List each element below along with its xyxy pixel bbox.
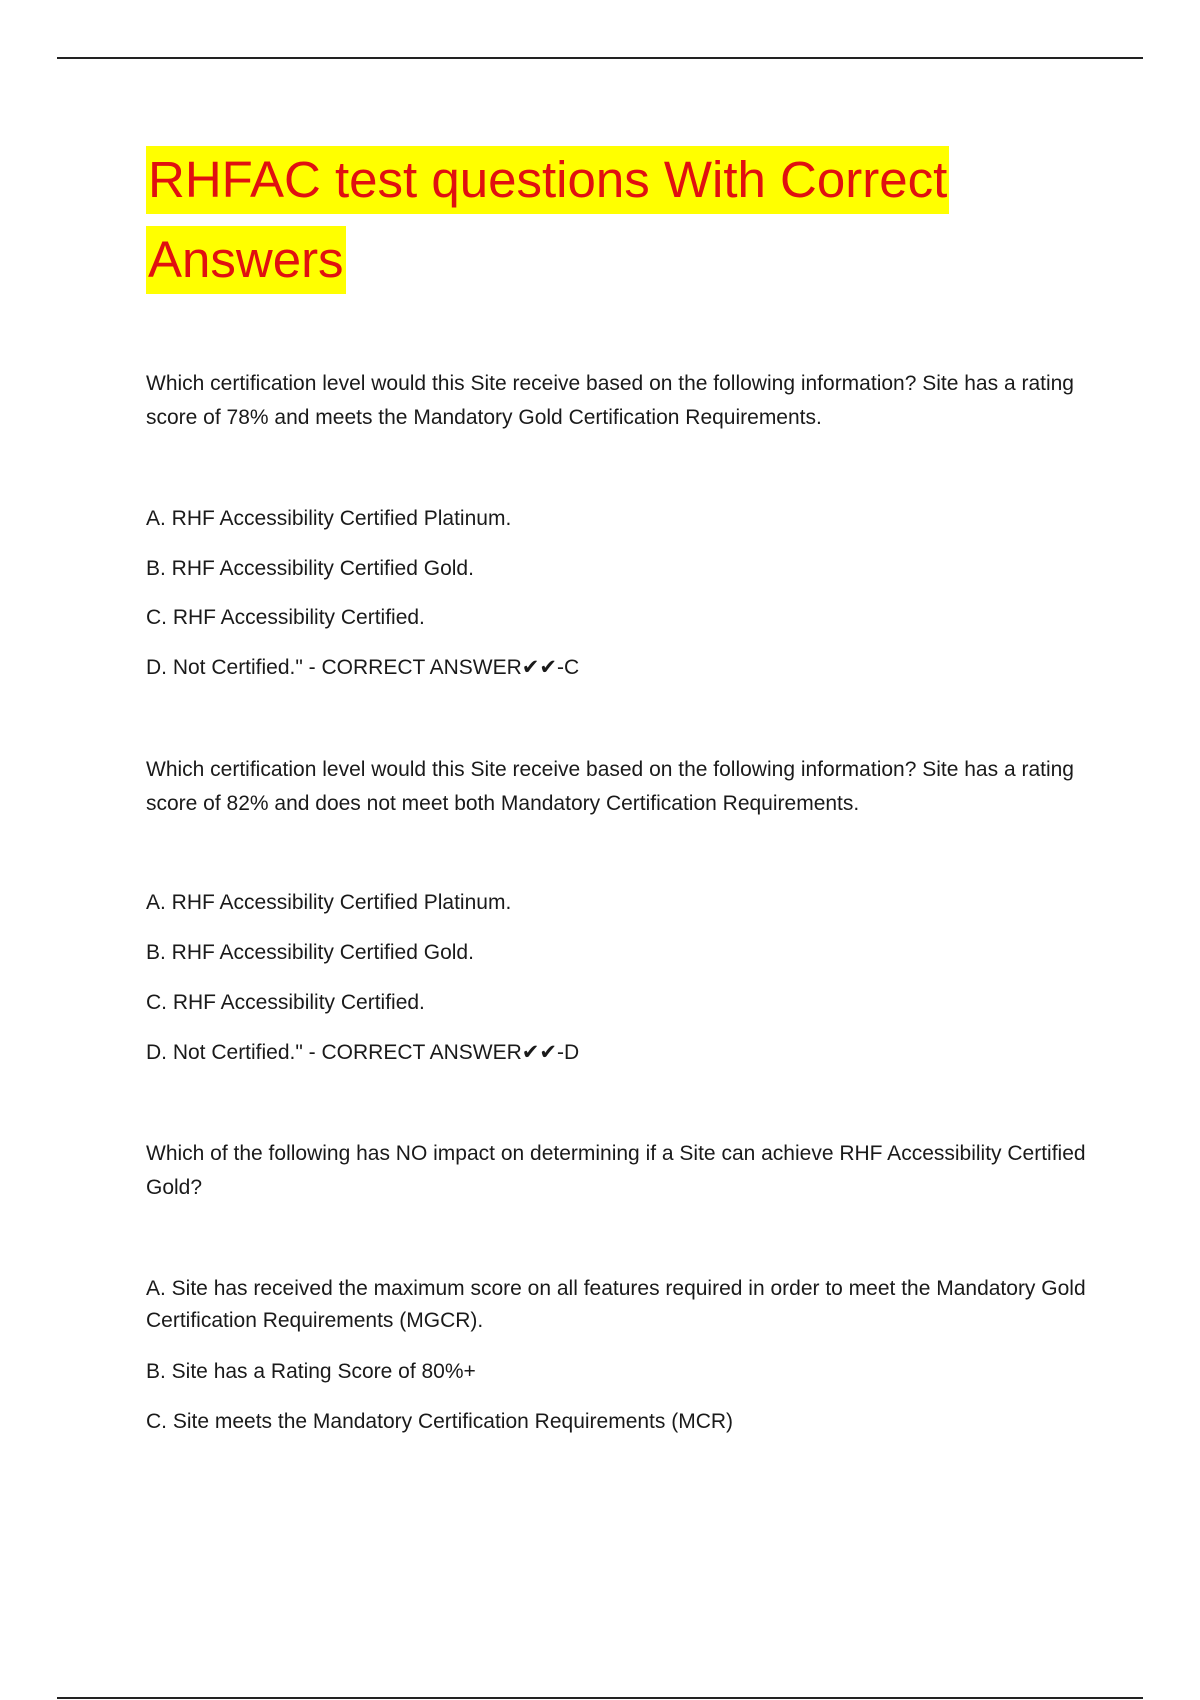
question-2-option-d: D. Not Certified." - CORRECT ANSWER✔✔-D — [146, 1041, 580, 1064]
question-1-option-a: A. RHF Accessibility Certified Platinum. — [146, 507, 512, 530]
question-1-option-c: C. RHF Accessibility Certified. — [146, 606, 425, 629]
question-2-option-a: A. RHF Accessibility Certified Platinum. — [146, 891, 512, 914]
title-line-1: RHFAC test questions With Correct — [146, 146, 949, 214]
question-1-option-b: B. RHF Accessibility Certified Gold. — [146, 557, 474, 580]
question-2-option-b: B. RHF Accessibility Certified Gold. — [146, 941, 474, 964]
question-1-option-d: D. Not Certified." - CORRECT ANSWER✔✔-C — [146, 656, 580, 679]
question-2-stem: Which certification level would this Site receive based on the following information? Site has a rating score of 82% and does not meet both Mandatory Certification Requirements. — [146, 758, 1074, 815]
top-rule — [57, 57, 1143, 59]
bottom-rule — [57, 1697, 1143, 1699]
question-1-stem: Which certification level would this Site receive based on the following information? Site has a rating score of 78% and meets the Mandatory Gold Certification Requirements. — [146, 372, 1074, 429]
question-3-option-a: A. Site has received the maximum score on all features required in order to meet the Mandatory Gold Certification Requirements (MGCR). — [146, 1277, 1086, 1332]
page-title — [146, 146, 1046, 306]
question-3-option-b: B. Site has a Rating Score of 80%+ — [146, 1360, 476, 1383]
question-3-option-c: C. Site meets the Mandatory Certification Requirements (MCR) — [146, 1410, 734, 1433]
question-3-stem: Which of the following has NO impact on determining if a Site can achieve RHF Accessibility Certified Gold? — [146, 1142, 1086, 1199]
title-line-2: Answers — [146, 226, 346, 294]
question-2-option-c: C. RHF Accessibility Certified. — [146, 991, 425, 1014]
